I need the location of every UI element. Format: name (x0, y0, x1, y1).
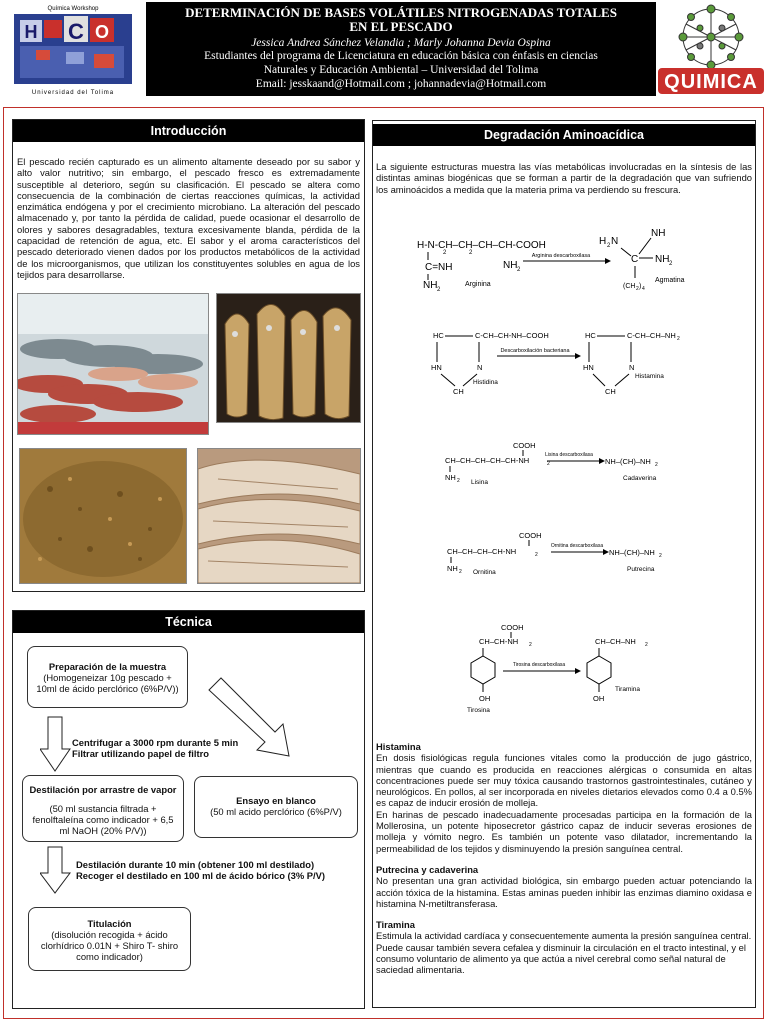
svg-text:HC: HC (585, 331, 596, 340)
product-putrecina: Putrecina (627, 566, 655, 573)
quimica-workshop-logo (6, 2, 140, 98)
box-titulacion-text: (disolución recogida + ácido clorhídrico 0.01N + Shiro T- shiro como indicador) (40, 929, 179, 962)
intro-text: El pescado recién capturado es un alimento altamente deseado por su sabor y alto valor nutritivo; sin embargo, el pescado fresco es extremadamente susceptible al deterioro, según su clasificación. El pescado se altera como consecuencia de la combinación de ciertas reacciones químicas, la actividad enzimática endógena y por el crecimiento microbiano. La alteración del pescado almacenado y, por tanto la pérdida de calidad, puede ocasionar el desarrollo de olores y sabores desagradables, textura excesivamente blanda, pérdida de la capacidad de retención de agua, etc. El sabor y el aroma característicos del pescado deteriorado vienen dados por los productos metabólicos de la actividad de los microorganismos, que utilizan los constituyentes solubles en agua de los tejidos para desarrollarse. (17, 156, 360, 280)
svg-text:2: 2 (437, 287, 441, 293)
step-destilacion-line1: Destilación durante 10 min (obtener 100 ml destilado) (76, 859, 315, 870)
box-ensayo-blanco (194, 776, 358, 838)
svg-text:OH: OH (479, 694, 491, 703)
affiliation-line2: Naturales y Educación Ambiental – Universidad del Tolima (263, 64, 539, 76)
histamina-text2: En harinas de pescado inadecuadamente procesadas participa en la formación de la Mollerosina, un potente hiposecretor gástrico capaz de inducir severas erosiones de molleja y vómito negro. Es también un potente vaso dilatador, incrementando la permeabilidad de los tejidos y disminuyendo la presión sanguínea central. (376, 808, 752, 854)
poster-header (0, 0, 768, 100)
svg-text:4: 4 (642, 286, 645, 292)
enzyme-histidina: Descarboxilación bacteriana (500, 348, 570, 354)
svg-text:2: 2 (607, 243, 611, 249)
enzyme-arginina: Arginina descarboxilasa (531, 253, 591, 259)
svg-text:N: N (629, 363, 635, 372)
svg-text:2: 2 (535, 552, 538, 558)
svg-text:HN: HN (583, 363, 594, 372)
fish-meal-photo (19, 448, 187, 584)
svg-text:2: 2 (457, 478, 460, 484)
svg-text:): ) (639, 283, 642, 290)
svg-text:H-N-CH–CH–CH–CH-COOH: H-N-CH–CH–CH–CH-COOH (417, 240, 546, 251)
reactant-ornitina: Ornitina (473, 569, 496, 576)
box-ensayo-title: Ensayo en blanco (236, 795, 316, 806)
svg-text:COOH: COOH (501, 623, 524, 632)
svg-text:2: 2 (459, 569, 462, 575)
reaction-lisina (445, 441, 658, 486)
degradacion-title: Degradación Aminoacídica (373, 124, 755, 146)
svg-text:CH–CH-NH: CH–CH-NH (479, 637, 519, 646)
reactions-diagram (373, 216, 755, 736)
svg-text:C=NH: C=NH (425, 262, 453, 273)
box-preparacion-text: (Homogeneizar 10g pescado + 10ml de ácido perclórico (6%P/V)) (36, 672, 179, 694)
svg-text:2: 2 (636, 286, 639, 292)
svg-text:NH: NH (655, 254, 670, 265)
box-destilacion (22, 775, 184, 842)
affiliation-line1: Estudiantes del programa de Licenciatura en educación básica con énfasis en ciencias (204, 50, 598, 62)
putrecina-text: No presentan una gran actividad biológica, sin embargo pueden actuar potenciando la acción tóxica de la histamina. Estas aminas pueden inhibir las enzimas diamino oxidasa e histamina N-metiltransferasa. (376, 875, 752, 909)
histamina-title: Histamina (376, 741, 421, 752)
box-destilacion-title: Destilación por arrastre de vapor (29, 784, 177, 795)
poster-title-line1: DETERMINACIÓN DE BASES VOLÁTILES NITROGENADAS TOTALES (185, 5, 617, 20)
svg-text:2: 2 (655, 462, 658, 468)
fullerene-molecule-icon (679, 5, 743, 69)
svg-text:CH: CH (453, 387, 464, 396)
box-preparacion-title: Preparación de la muestra (48, 661, 167, 672)
svg-text:HN: HN (431, 363, 442, 372)
product-cadaverina: Cadaverina (623, 475, 657, 482)
tecnica-title: Técnica (13, 611, 364, 633)
reactant-arginina: Arginina (465, 281, 491, 288)
logo-caption-bottom: Universidad del Tolima (31, 90, 115, 96)
step-centrifugar (72, 737, 238, 759)
svg-text:COOH: COOH (519, 531, 542, 540)
svg-text:2: 2 (669, 261, 673, 267)
fish-market-photo (17, 293, 209, 435)
product-tiramina: Tiramina (615, 686, 641, 693)
step-centrifugar-line2: Filtrar utilizando papel de filtro (72, 748, 209, 759)
svg-text:NH–(CH)–NH: NH–(CH)–NH (609, 548, 655, 557)
quimica-logo (656, 2, 766, 98)
svg-text:2: 2 (529, 642, 532, 648)
title-block (146, 2, 656, 96)
svg-text:CH–CH–CH–CH-NH: CH–CH–CH–CH-NH (447, 547, 517, 556)
svg-text:C-CH–CH–NH: C-CH–CH–NH (627, 331, 676, 340)
product-histamina: Histamina (635, 373, 664, 380)
step-destilacion (76, 859, 325, 881)
svg-text:2: 2 (517, 267, 521, 273)
enzyme-lisina: Lisina descarboxilasa (545, 452, 593, 458)
svg-text:2: 2 (469, 250, 473, 256)
svg-text:N: N (611, 236, 619, 247)
reaction-histidina (431, 331, 680, 396)
reactant-tirosina: Tirosina (467, 707, 490, 714)
box-destilacion-text: (50 ml sustancia filtrada + fenolftaleína como indicador + 6,5 ml NaOH (20% P/V)) (32, 803, 174, 836)
degradacion-notes (373, 741, 755, 976)
quimica-logo-text: QUIMICA (664, 71, 758, 93)
degradacion-intro: La siguiente estructuras muestra las vías metabólicas involucradas en la síntesis de las distintas aminas biogénicas que se forman a partir de la degradación que van sufriendo los aminoácidos a medida que la materia prima va perdiendo su frescura. (376, 161, 752, 195)
reactant-histidina: Histidina (473, 379, 498, 386)
svg-text:2: 2 (645, 642, 648, 648)
periodic-table-icon (14, 14, 132, 84)
authors: Jessica Andrea Sánchez Velandia ; Marly Johanna Devia Ospina (251, 37, 551, 49)
enzyme-ornitina: Ornitina descarboxilasa (550, 543, 604, 549)
svg-text:2: 2 (443, 250, 447, 256)
reaction-arginina (417, 228, 685, 293)
box-ensayo-text: (50 ml acido perclórico (6%P/V) (210, 806, 342, 817)
svg-text:NH: NH (423, 280, 438, 291)
intro-title: Introducción (13, 120, 364, 142)
product-agmatina: Agmatina (655, 277, 685, 284)
svg-text:OH: OH (593, 694, 605, 703)
svg-text:NH: NH (445, 473, 456, 482)
svg-text:HC: HC (433, 331, 444, 340)
step-destilacion-line2: Recoger el destilado en 100 ml de ácido bórico (3% P/V) (76, 870, 326, 881)
poster-title-line2: EN EL PESCADO (349, 19, 453, 34)
email: Email: jesskaand@Hotmail.com ; johannadevia@Hotmail.com (255, 78, 547, 90)
svg-text:CH–CH–NH: CH–CH–NH (595, 637, 636, 646)
step-centrifugar-line1: Centrifugar a 3000 rpm durante 5 min (72, 737, 239, 748)
salted-fish-photo (197, 448, 361, 584)
svg-text:CH: CH (605, 387, 616, 396)
histamina-text: En dosis fisiológicas regula funciones vitales como la producción de jugo gástrico, mientras que cuando es producida en reacciones alérgicas o consumida en altas concentraciones puede ser muy tóxica causando trastornos gastrointestinales, cutáneo y neurológicos. En pollos, al ser incorporada en niveles dietarios elevados como 0.4 a 0.5% es capaz de inducir erosión de molleja. (376, 752, 752, 809)
tiramina-text: Estimula la actividad cardíaca y consecuentemente aumenta la presión sanguínea central. Puede causar también severa cefalea y disminuir la circulación en el tracto intestinal, y el consumo voluntario de alimento ya que actúa a nivel cerebral como señal natural de saciedad alimentaria. (376, 930, 752, 976)
svg-text:NH–(CH)–NH: NH–(CH)–NH (605, 457, 651, 466)
svg-text:(CH: (CH (623, 283, 636, 290)
logo-letter-h: H (24, 22, 38, 42)
svg-text:NH: NH (447, 564, 458, 573)
logo-caption-top: Química Workshop (47, 6, 99, 12)
logo-letter-o: O (94, 22, 110, 42)
reactant-lisina: Lisina (471, 479, 488, 486)
dried-fish-photo (216, 293, 361, 423)
svg-text:2: 2 (659, 553, 662, 559)
box-preparacion (27, 646, 188, 708)
svg-text:N: N (477, 363, 483, 372)
svg-text:2: 2 (677, 336, 680, 342)
svg-text:COOH: COOH (513, 441, 536, 450)
degradacion-panel (372, 120, 756, 1008)
svg-text:NH: NH (651, 228, 666, 239)
reaction-tirosina (467, 623, 648, 714)
svg-text:NH: NH (503, 260, 518, 271)
enzyme-tirosina: Tirosina descarboxilasa (512, 662, 566, 668)
svg-text:C-CH–CH-NH–COOH: C-CH–CH-NH–COOH (475, 331, 549, 340)
box-titulacion-title: Titulación (87, 918, 132, 929)
svg-text:C: C (631, 254, 639, 265)
svg-text:2: 2 (547, 461, 550, 467)
reaction-ornitina (447, 531, 662, 576)
putrecina-title: Putrecina y cadaverina (376, 863, 479, 875)
svg-text:H: H (599, 236, 607, 247)
svg-text:CH–CH–CH–CH–CH-NH: CH–CH–CH–CH–CH-NH (445, 456, 530, 465)
tiramina-title: Tiramina (376, 919, 415, 931)
down-arrow-2 (40, 845, 80, 897)
box-titulacion (28, 907, 191, 971)
logo-letter-c: C (68, 19, 84, 44)
